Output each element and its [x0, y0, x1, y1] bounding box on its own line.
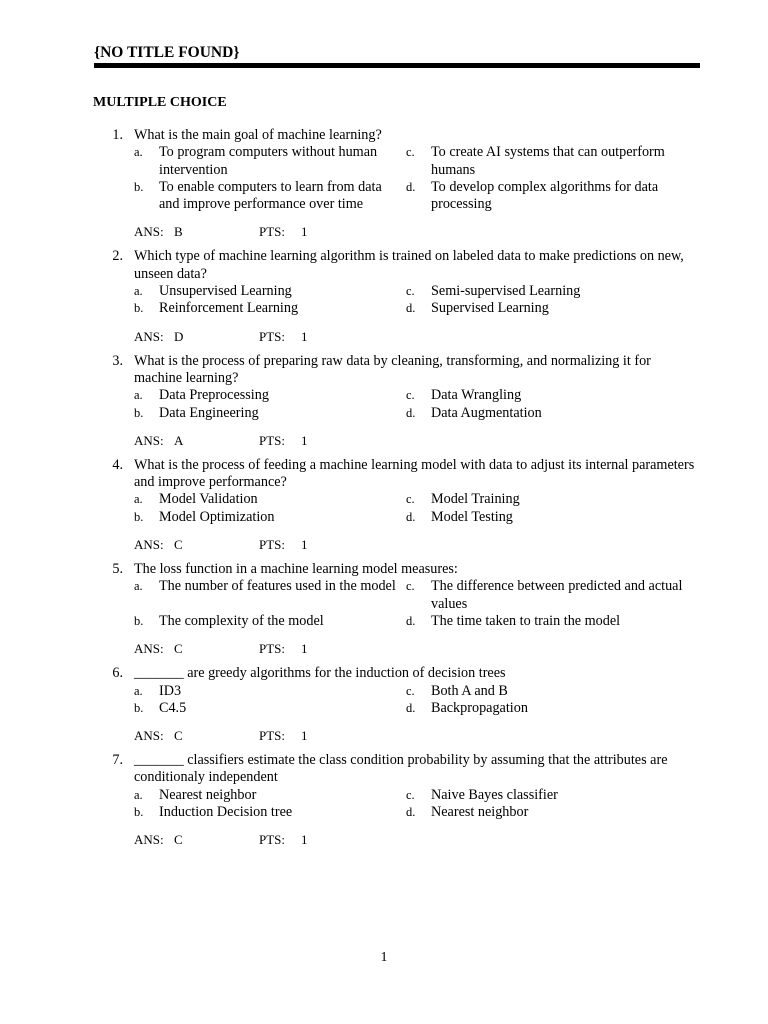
- answer-option: [134, 700, 406, 717]
- answer-value: C: [174, 641, 183, 657]
- answer-option: [134, 787, 406, 804]
- option-letter: d.: [406, 613, 416, 628]
- answer-options: [0, 787, 768, 822]
- answer-value: C: [174, 728, 183, 744]
- answer-options: [0, 144, 768, 213]
- answer-value: A: [174, 432, 184, 448]
- option-letter: c.: [406, 579, 415, 594]
- option-letter: c.: [406, 683, 415, 698]
- option-letter: b.: [134, 179, 144, 194]
- option-row: [0, 144, 768, 179]
- option-text: Supervised Learning: [431, 300, 549, 317]
- question-text: What is the process of preparing raw data by cleaning, transforming, and normalizing it for machine learning?: [134, 352, 651, 386]
- answer-key-row: [0, 536, 768, 553]
- option-text: C4.5: [159, 699, 187, 716]
- answer-option: [406, 578, 700, 613]
- option-letter: a.: [134, 787, 143, 802]
- option-row: [0, 300, 768, 317]
- option-text: Model Optimization: [159, 508, 275, 525]
- option-letter: a.: [134, 145, 143, 160]
- option-letter: a.: [134, 579, 143, 594]
- answer-option: [134, 509, 406, 526]
- points-label: PTS:: [259, 537, 286, 553]
- section-heading: MULTIPLE CHOICE: [93, 95, 227, 110]
- option-letter: c.: [406, 492, 415, 507]
- option-row: [0, 700, 768, 717]
- answer-option: [134, 387, 406, 404]
- question-list: [0, 127, 768, 856]
- option-letter: d.: [406, 179, 416, 194]
- option-text: Data Wrangling: [431, 387, 522, 404]
- option-text: Model Validation: [159, 491, 258, 508]
- option-text: To enable computers to learn from data and improve performance over time: [159, 178, 382, 213]
- answer-key-row: [0, 432, 768, 449]
- option-row: [0, 613, 768, 630]
- answer-option: [406, 509, 700, 526]
- option-letter: c.: [406, 284, 415, 299]
- points-value: 1: [301, 728, 308, 744]
- question-item: [0, 561, 768, 657]
- answer-option: [134, 683, 406, 700]
- option-row: [0, 387, 768, 404]
- points-value: 1: [301, 537, 308, 553]
- option-row: [0, 787, 768, 804]
- option-letter: d.: [406, 405, 416, 420]
- option-letter: b.: [134, 301, 144, 316]
- answer-options: [0, 683, 768, 718]
- option-text: ID3: [159, 682, 182, 699]
- option-text: The difference between predicted and actual values: [431, 578, 683, 612]
- answer-option: [406, 179, 700, 214]
- answer-option: [406, 300, 700, 317]
- answer-option: [406, 683, 700, 700]
- option-text: To program computers without human intervention: [159, 144, 378, 178]
- option-letter: c.: [406, 787, 415, 802]
- answer-option: [134, 144, 406, 179]
- title-rule: [94, 63, 700, 68]
- answer-value: C: [174, 537, 183, 553]
- answer-option: [406, 787, 700, 804]
- question-stem: [0, 752, 768, 787]
- points-label: PTS:: [259, 432, 286, 448]
- question-text: _______ are greedy algorithms for the induction of decision trees: [134, 665, 506, 682]
- option-text: The number of features used in the model: [159, 578, 396, 595]
- question-item: [0, 665, 768, 744]
- answer-option: [406, 491, 700, 508]
- question-number: 1.: [112, 127, 123, 143]
- option-text: To create AI systems that can outperform humans: [431, 144, 665, 178]
- option-letter: b.: [134, 613, 144, 628]
- option-text: Nearest neighbor: [431, 804, 529, 821]
- option-text: The complexity of the model: [159, 612, 324, 629]
- points-label: PTS:: [259, 328, 286, 344]
- option-letter: a.: [134, 492, 143, 507]
- document-title: {NO TITLE FOUND}: [94, 44, 240, 61]
- option-row: [0, 683, 768, 700]
- option-text: Naive Bayes classifier: [431, 786, 558, 803]
- answer-option: [406, 700, 700, 717]
- answer-label: ANS:: [134, 728, 164, 744]
- answer-option: [406, 405, 700, 422]
- question-number: 4.: [112, 456, 123, 473]
- points-value: 1: [301, 328, 308, 344]
- points-label: PTS:: [259, 832, 286, 848]
- question-item: [0, 457, 768, 553]
- option-letter: c.: [406, 145, 415, 160]
- answer-option: [134, 283, 406, 300]
- option-letter: a.: [134, 284, 143, 299]
- answer-options: [0, 387, 768, 422]
- question-item: [0, 752, 768, 848]
- option-letter: a.: [134, 388, 143, 403]
- question-stem: [0, 127, 768, 144]
- answer-value: B: [174, 224, 183, 240]
- answer-option: [134, 613, 406, 630]
- option-text: Reinforcement Learning: [159, 300, 299, 317]
- question-text: The loss function in a machine learning model measures:: [134, 561, 458, 578]
- question-item: [0, 127, 768, 240]
- option-text: To develop complex algorithms for data processing: [431, 178, 659, 213]
- points-label: PTS:: [259, 224, 286, 240]
- option-letter: b.: [134, 509, 144, 524]
- option-letter: a.: [134, 683, 143, 698]
- option-text: Induction Decision tree: [159, 804, 293, 821]
- question-number: 2.: [112, 248, 123, 265]
- question-stem: [0, 248, 768, 283]
- answer-option: [134, 405, 406, 422]
- option-text: Data Preprocessing: [159, 387, 269, 404]
- option-letter: d.: [406, 509, 416, 524]
- option-letter: b.: [134, 405, 144, 420]
- question-text: Which type of machine learning algorithm is trained on labeled data to make predictions on new, unseen data?: [134, 248, 684, 282]
- answer-key-row: [0, 223, 768, 240]
- option-letter: b.: [134, 700, 144, 715]
- points-label: PTS:: [259, 728, 286, 744]
- answer-options: [0, 491, 768, 526]
- answer-key-row: [0, 640, 768, 657]
- question-stem: [0, 561, 768, 578]
- option-row: [0, 179, 768, 214]
- option-letter: d.: [406, 301, 416, 316]
- question-item: [0, 353, 768, 449]
- option-letter: d.: [406, 700, 416, 715]
- answer-key-row: [0, 727, 768, 744]
- points-value: 1: [301, 224, 308, 240]
- points-value: 1: [301, 832, 308, 848]
- question-stem: [0, 665, 768, 682]
- points-label: PTS:: [259, 641, 286, 657]
- answer-label: ANS:: [134, 328, 164, 344]
- answer-options: [0, 283, 768, 318]
- answer-label: ANS:: [134, 432, 164, 448]
- answer-option: [134, 578, 406, 613]
- answer-key-row: [0, 831, 768, 848]
- question-stem: [0, 457, 768, 492]
- question-item: [0, 248, 768, 344]
- option-text: Data Augmentation: [431, 404, 542, 421]
- option-row: [0, 283, 768, 300]
- answer-label: ANS:: [134, 641, 164, 657]
- option-text: Model Testing: [431, 508, 513, 525]
- option-letter: c.: [406, 388, 415, 403]
- points-value: 1: [301, 641, 308, 657]
- option-text: Nearest neighbor: [159, 786, 257, 803]
- answer-option: [406, 144, 700, 179]
- option-row: [0, 578, 768, 613]
- answer-value: D: [174, 328, 184, 344]
- option-letter: b.: [134, 805, 144, 820]
- option-text: Data Engineering: [159, 404, 259, 421]
- answer-key-row: [0, 328, 768, 345]
- option-letter: d.: [406, 805, 416, 820]
- answer-value: C: [174, 832, 183, 848]
- question-number: 6.: [112, 665, 123, 682]
- option-row: [0, 491, 768, 508]
- question-text: _______ classifiers estimate the class condition probability by assuming that the attributes are conditionaly independent: [134, 752, 668, 786]
- option-text: Unsupervised Learning: [159, 283, 292, 300]
- question-stem: [0, 353, 768, 388]
- points-value: 1: [301, 432, 308, 448]
- answer-option: [406, 613, 700, 630]
- question-number: 7.: [112, 752, 123, 769]
- page-number: 1: [380, 950, 388, 965]
- answer-option: [406, 387, 700, 404]
- answer-label: ANS:: [134, 537, 164, 553]
- question-number: 3.: [112, 352, 123, 369]
- answer-options: [0, 578, 768, 630]
- question-number: 5.: [112, 561, 123, 578]
- option-row: [0, 405, 768, 422]
- answer-option: [134, 804, 406, 821]
- answer-label: ANS:: [134, 832, 164, 848]
- answer-option: [406, 804, 700, 821]
- option-row: [0, 509, 768, 526]
- answer-option: [134, 491, 406, 508]
- question-text: What is the process of feeding a machine learning model with data to adjust its internal parameters and improve performance?: [134, 456, 695, 491]
- option-text: Semi-supervised Learning: [431, 283, 581, 300]
- answer-label: ANS:: [134, 224, 164, 240]
- option-text: The time taken to train the model: [431, 612, 621, 629]
- question-text: What is the main goal of machine learning?: [134, 127, 382, 143]
- option-row: [0, 804, 768, 821]
- answer-option: [134, 179, 406, 214]
- option-text: Both A and B: [431, 682, 508, 699]
- option-text: Backpropagation: [431, 699, 528, 716]
- answer-option: [406, 283, 700, 300]
- option-text: Model Training: [431, 491, 520, 508]
- answer-option: [134, 300, 406, 317]
